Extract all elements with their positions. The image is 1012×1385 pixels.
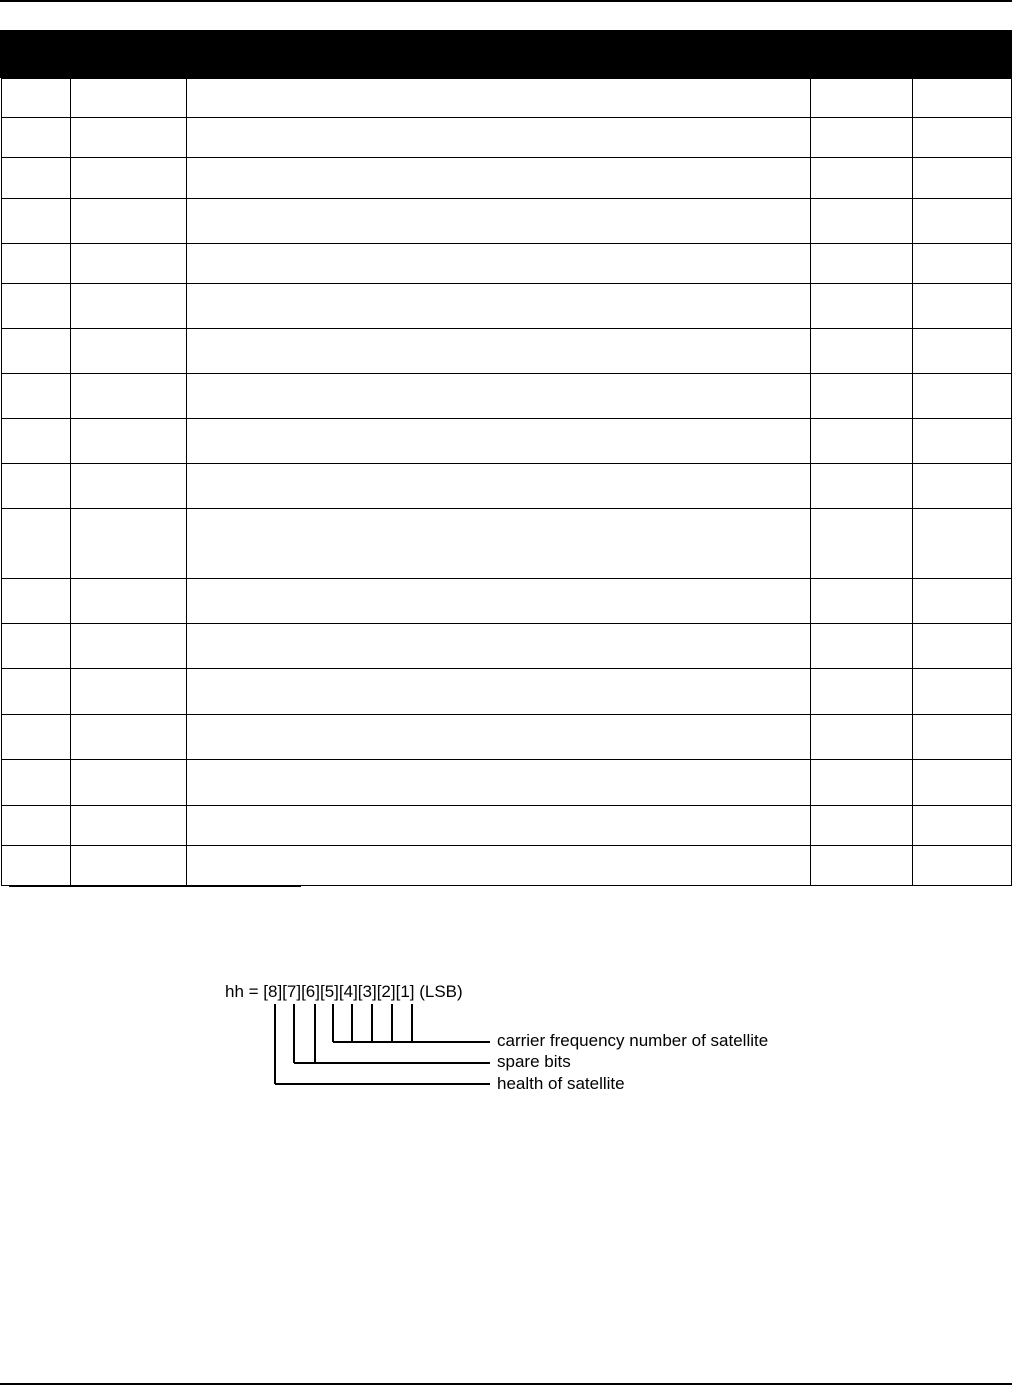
bit-formula: hh = [8][7][6][5][4][3][2][1] (LSB) (225, 982, 463, 1001)
health-label: health of satellite (497, 1074, 625, 1093)
spare-bits-label: spare bits (497, 1052, 571, 1071)
carrier-frequency-label: carrier frequency number of satellite (497, 1031, 769, 1050)
bit-connector-lines (275, 1004, 490, 1084)
